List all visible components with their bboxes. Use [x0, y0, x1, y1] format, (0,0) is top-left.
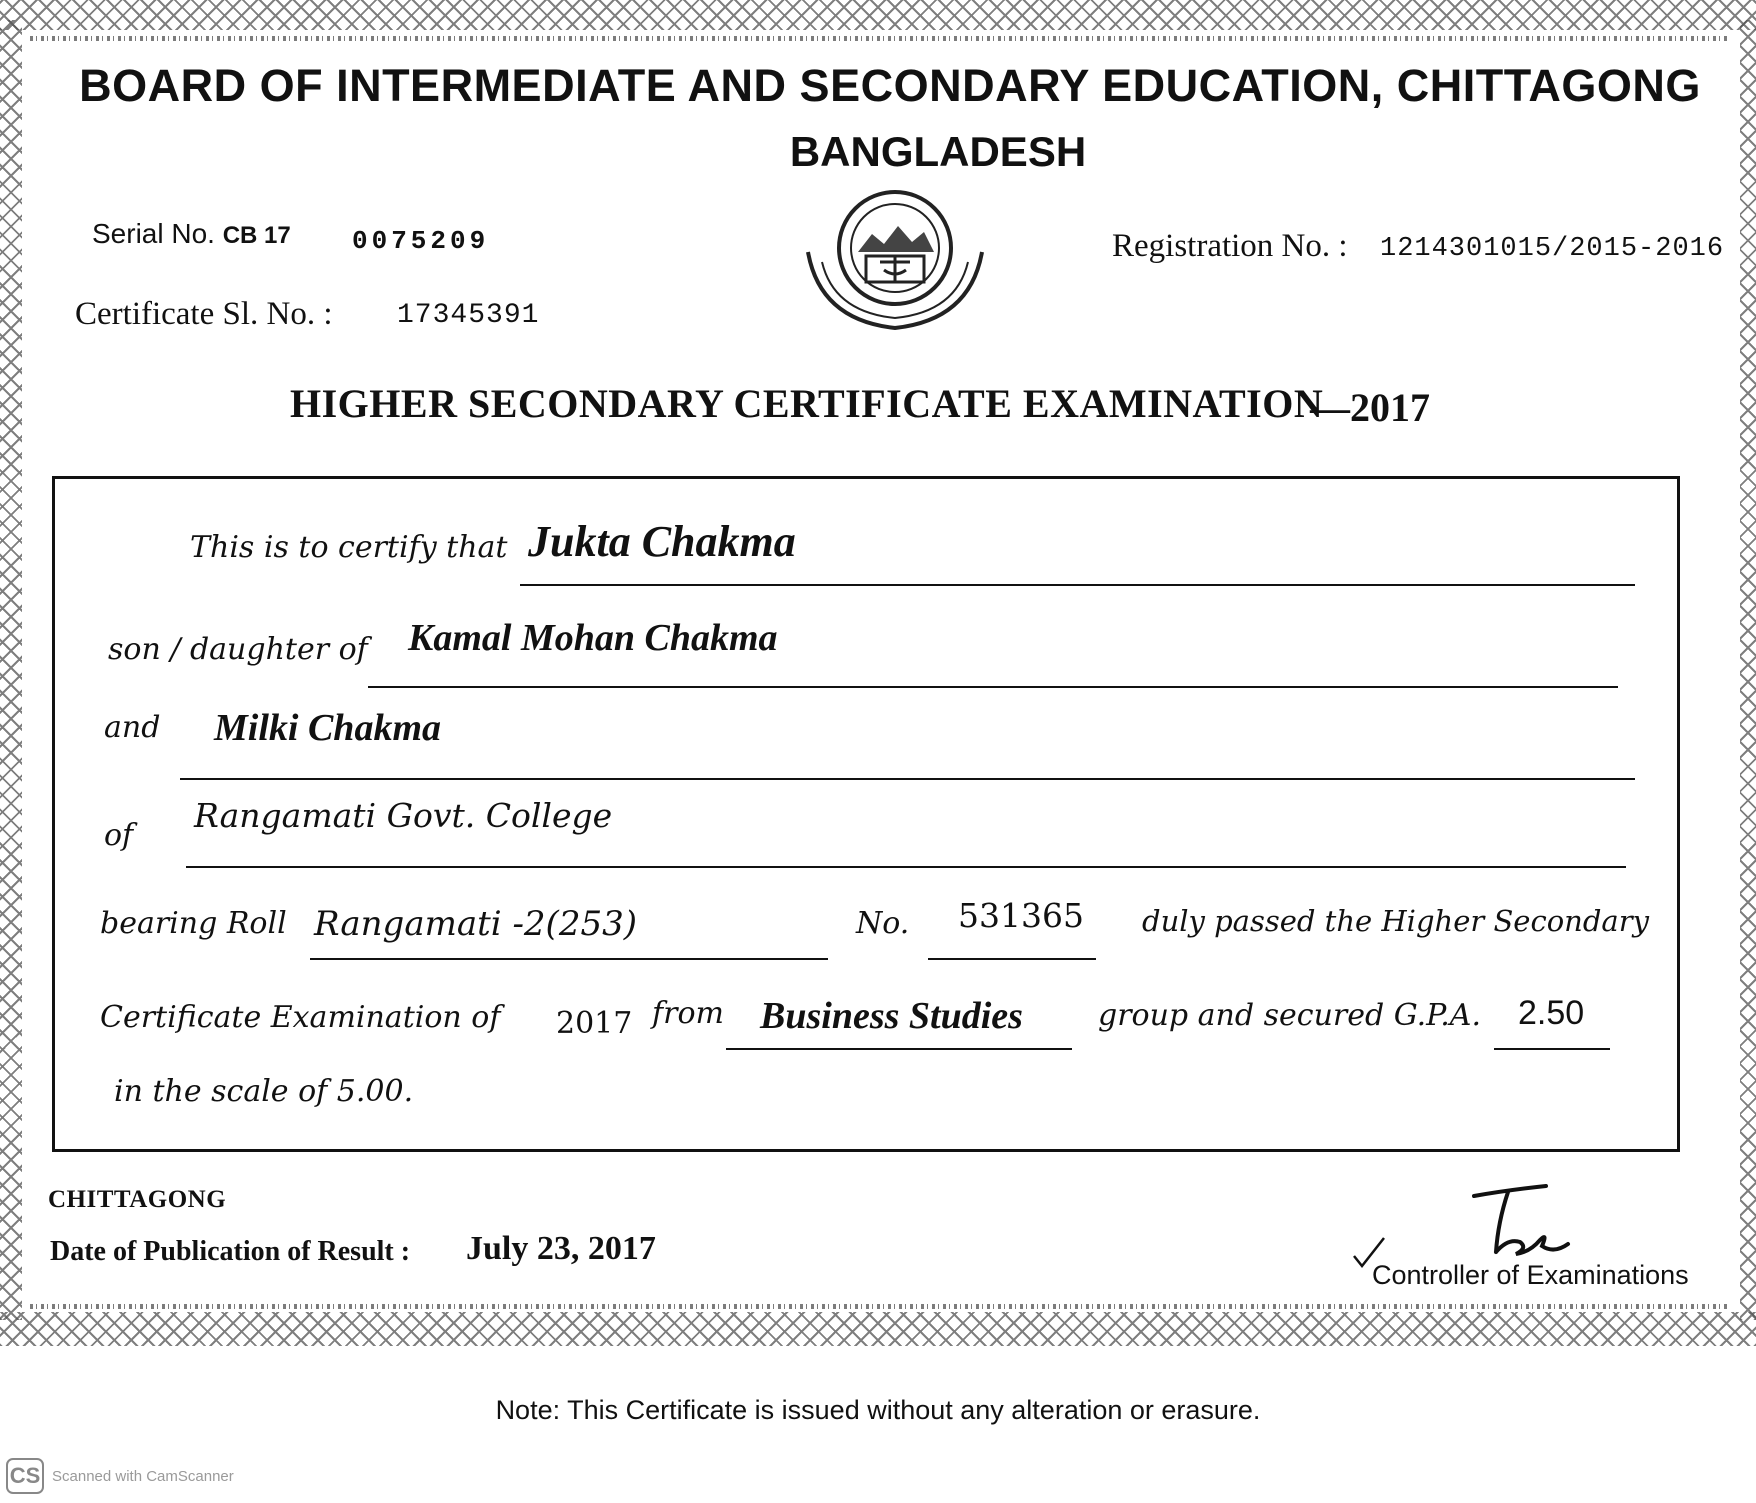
roll-label: bearing Roll	[100, 906, 287, 941]
group-value: Business Studies	[760, 995, 1023, 1037]
group-label: group and secured G.P.A.	[1098, 998, 1481, 1033]
publication-date: July 23, 2017	[466, 1230, 656, 1267]
serial-prefix: CB 17	[222, 222, 291, 249]
camscanner-text: Scanned with CamScanner	[52, 1468, 234, 1485]
college-name: Rangamati Govt. College	[194, 796, 613, 835]
exam-year-value: 2017	[556, 1006, 633, 1041]
father-name-line	[368, 686, 1618, 688]
passed-label: duly passed the Higher Secondary	[1142, 904, 1649, 938]
mother-name: Milki Chakma	[214, 707, 441, 749]
registration-number: 1214301015/2015-2016	[1380, 234, 1725, 264]
controller-title: Controller of Examinations	[1372, 1260, 1689, 1290]
scale-label: in the scale of 5.00.	[114, 1074, 414, 1109]
roll-value: Rangamati -2(253)	[314, 904, 637, 944]
publication-label: Date of Publication of Result :	[50, 1236, 411, 1267]
place: CHITTAGONG	[48, 1186, 227, 1213]
serial-label	[92, 218, 291, 250]
left-border	[0, 20, 22, 1320]
bottom-microtext	[30, 1304, 1730, 1309]
gpa-value: 2.50	[1518, 994, 1585, 1032]
right-border	[1740, 20, 1756, 1320]
exam-of-label: Certificate Examination of	[100, 1000, 501, 1035]
country-title: BANGLADESH	[789, 128, 1087, 175]
exam-title: HIGHER SECONDARY CERTIFICATE EXAMINATION	[290, 381, 1324, 426]
mother-name-line	[180, 778, 1635, 780]
college-line	[186, 866, 1626, 868]
no-label: No.	[856, 906, 910, 941]
certificate-note: Note: This Certificate is issued without any alteration or erasure.	[495, 1395, 1261, 1425]
roll-number: 531365	[958, 896, 1084, 935]
father-name: Kamal Mohan Chakma	[408, 617, 778, 659]
student-name: Jukta Chakma	[528, 517, 796, 566]
top-microtext	[30, 36, 1730, 41]
certificate-number: 17345391	[397, 300, 540, 331]
from-label: from	[652, 996, 724, 1031]
bottom-border	[0, 1312, 1756, 1346]
serial-number: 0075209	[352, 226, 490, 256]
roll-line	[310, 958, 828, 960]
camscanner-logo: CS	[6, 1458, 44, 1494]
gpa-line	[1494, 1048, 1610, 1050]
parent-label: son / daughter of	[108, 632, 368, 667]
registration-label: Registration No. :	[1112, 228, 1348, 264]
group-line	[726, 1048, 1072, 1050]
board-title: BOARD OF INTERMEDIATE AND SECONDARY EDUCATION, CHITTAGONG	[79, 60, 1701, 111]
of-label: of	[104, 818, 134, 853]
exam-year: —2017	[1310, 385, 1430, 430]
certify-label: This is to certify that	[190, 530, 508, 565]
top-border	[0, 0, 1756, 30]
roll-number-line	[928, 958, 1096, 960]
board-seal-icon	[800, 190, 990, 330]
certificate-label: Certificate Sl. No. :	[75, 296, 333, 332]
serial-label-text: Serial No.	[92, 218, 215, 249]
student-name-line	[520, 584, 1635, 586]
and-label: and	[104, 710, 161, 745]
signature-icon	[1468, 1182, 1578, 1262]
